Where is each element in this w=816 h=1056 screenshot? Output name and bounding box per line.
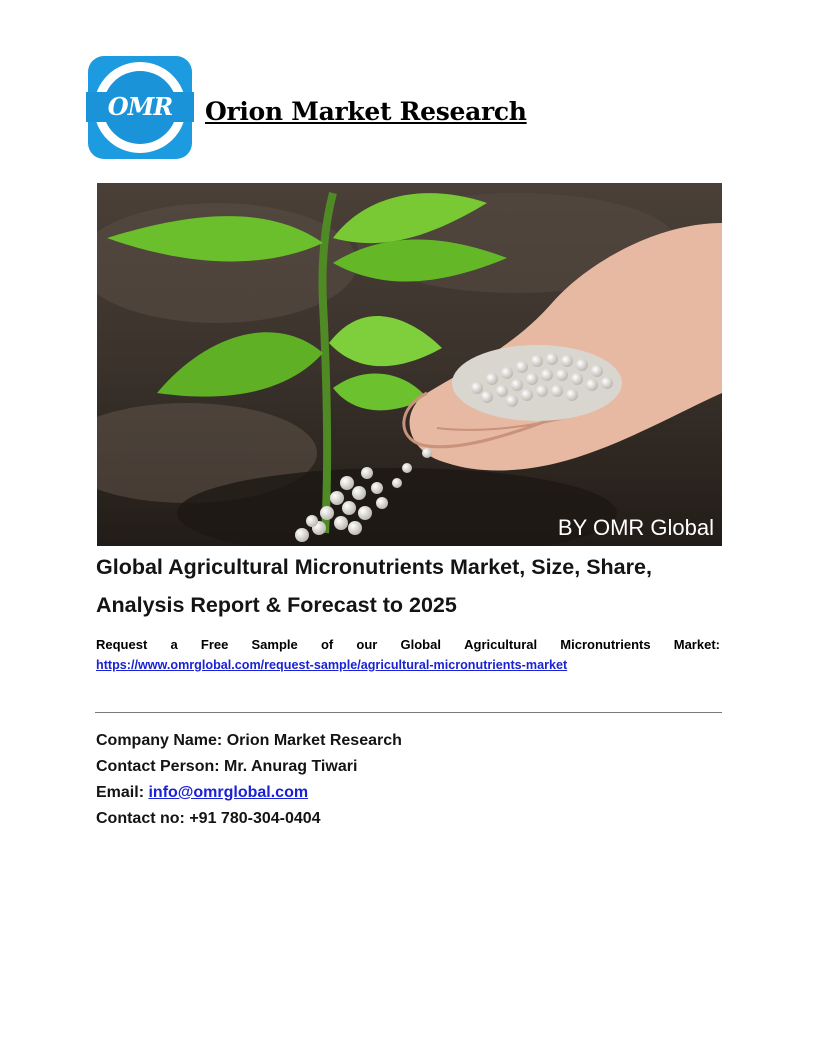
request-word: Global	[400, 637, 441, 652]
request-word: Sample	[251, 637, 298, 652]
request-sample-link[interactable]: https://www.omrglobal.com/request-sample/agricultural-micronutrients-market	[96, 658, 568, 672]
phone-label: Contact no:	[96, 810, 185, 827]
company-line	[96, 728, 402, 754]
person-label: Contact Person:	[96, 758, 220, 775]
logo-text: OMR	[107, 92, 173, 121]
person-line	[96, 754, 402, 780]
request-sample-block	[96, 635, 720, 675]
email-label: Email:	[96, 784, 145, 801]
request-word: Agricultural	[464, 637, 538, 652]
request-word: Free	[200, 637, 229, 652]
omr-logo	[88, 56, 192, 159]
request-word: Market:	[673, 637, 720, 652]
request-word: Micronutrients	[560, 637, 651, 652]
request-word: a	[170, 637, 178, 652]
person-value: Mr. Anurag Tiwari	[224, 758, 358, 775]
company-value: Orion Market Research	[226, 732, 402, 749]
report-title: Global Agricultural Micronutrients Market, Size, Share, Analysis Report & Forecast to 2025	[96, 555, 652, 617]
hero-illustration	[97, 183, 722, 546]
phone-line	[96, 806, 402, 832]
hero-watermark: BY OMR Global	[557, 515, 714, 540]
brand-name: Orion Market Research	[205, 97, 527, 126]
phone-value: +91 780-304-0404	[189, 810, 321, 827]
email-link[interactable]: info@omrglobal.com	[148, 784, 309, 801]
company-label: Company Name:	[96, 732, 223, 749]
request-sample-text	[96, 635, 720, 655]
request-word: our	[356, 637, 378, 652]
hero-image	[97, 183, 722, 546]
request-word: of	[320, 637, 334, 652]
divider	[95, 712, 722, 713]
request-word: Request	[96, 637, 148, 652]
email-line	[96, 780, 402, 806]
contact-block	[96, 728, 402, 832]
